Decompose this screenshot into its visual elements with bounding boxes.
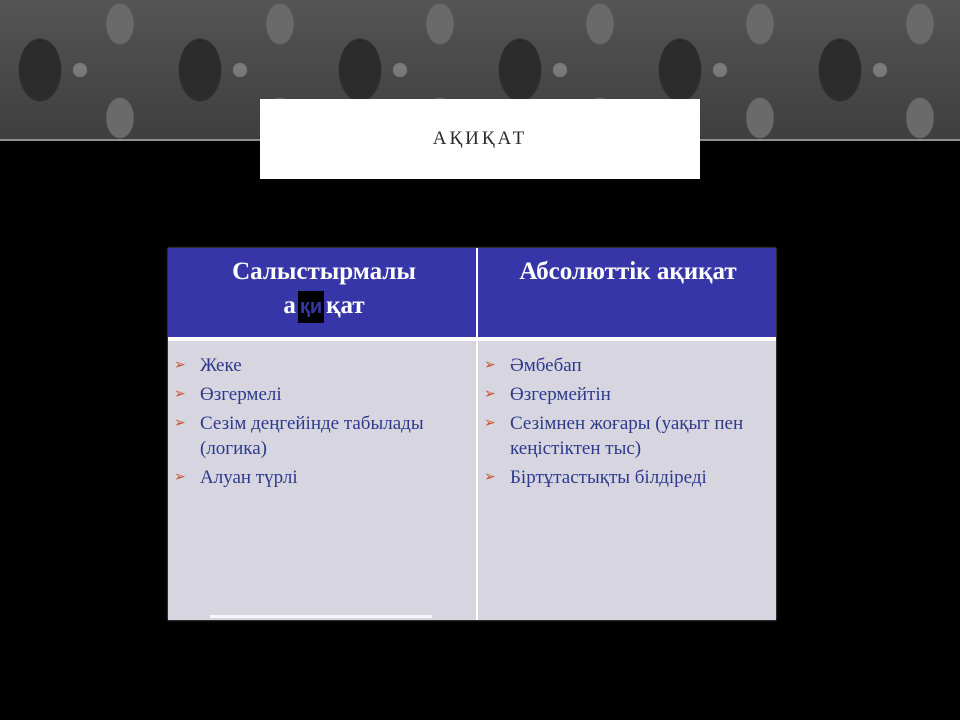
arrow-bullet-icon: ➢ xyxy=(174,386,186,402)
relative-truth-list xyxy=(174,353,472,494)
list-item: ➢ Алуан түрлі xyxy=(174,467,298,488)
column-divider xyxy=(476,248,478,620)
arrow-bullet-icon: ➢ xyxy=(174,415,186,431)
header-relative-truth xyxy=(176,256,472,323)
list-item: ➢ Әмбебап xyxy=(484,355,582,376)
header-left-line2 xyxy=(283,290,364,323)
arrow-bullet-icon: ➢ xyxy=(484,357,496,373)
list-item: ➢ Өзгермелі xyxy=(174,384,282,405)
arrow-bullet-icon: ➢ xyxy=(174,469,186,485)
header-right-label: Абсолюттік ақиқат xyxy=(519,258,737,285)
header-left-line2-end: қат xyxy=(326,292,365,319)
header-left-line2-glitch: қи xyxy=(298,291,324,323)
absolute-truth-list xyxy=(484,353,772,494)
list-item: ➢ Сезім деңгейінде табылады (логика) xyxy=(174,413,424,459)
header-left-line2-start: а xyxy=(283,292,296,319)
list-item: ➢ Сезімнен жоғары (уақыт пен кеңістіктен тыс) xyxy=(484,413,744,459)
arrow-bullet-icon: ➢ xyxy=(484,386,496,402)
arrow-bullet-icon: ➢ xyxy=(174,357,186,373)
arrow-bullet-icon: ➢ xyxy=(484,469,496,485)
slide-title: АҚИҚАТ xyxy=(432,128,528,149)
list-item: ➢ Біртұтастықты білдіреді xyxy=(484,467,707,488)
table-bottom-artifact xyxy=(210,615,432,618)
arrow-bullet-icon: ➢ xyxy=(484,415,496,431)
title-box xyxy=(260,99,700,179)
header-absolute-truth xyxy=(482,256,774,288)
list-item: ➢ Жеке xyxy=(174,355,242,376)
header-separator xyxy=(168,337,776,341)
header-left-line1: Салыстырмалы xyxy=(232,258,416,285)
list-item: ➢ Өзгермейтін xyxy=(484,384,611,405)
